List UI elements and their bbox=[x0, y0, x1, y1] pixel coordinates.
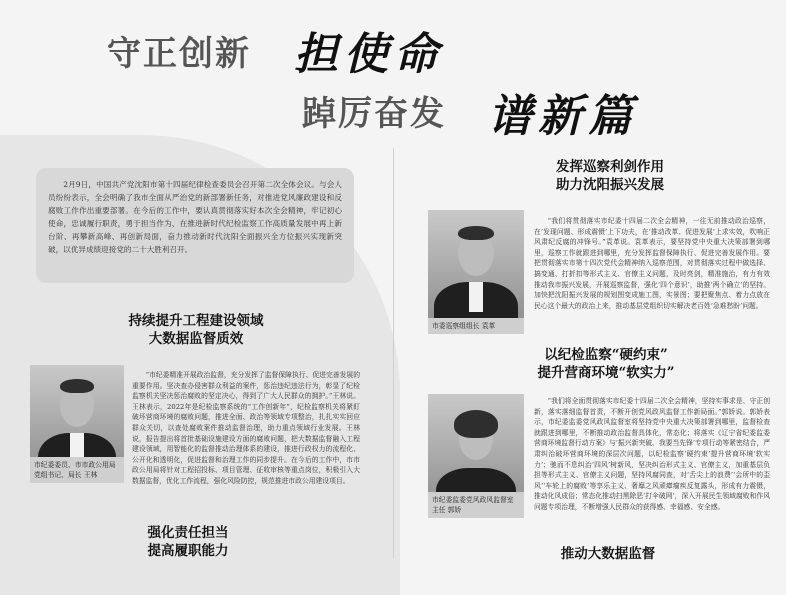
photo-hair bbox=[60, 379, 94, 393]
column-divider bbox=[393, 148, 394, 558]
photo-hair bbox=[458, 226, 494, 240]
heading-left-2-line-1: 强化责任担当 bbox=[147, 525, 229, 541]
photo-caption-right-2: 市纪委监委党风政风监督室主任 郭娇 bbox=[428, 492, 524, 518]
intro-box: 2月9日，中国共产党沈阳市第十四届纪律检查委员会召开第二次全体会议。与会人员纷纷表示，全会明确了我市全面从严治党的新部署新任务，对推进党风廉政建设和反腐败工作作出重要部署。在今后的工作中，要认真贯彻落实好本次全会精神，牢记初心使命，忠诚履行职责，勇于担当作为，在推进新时代纪检监察工作高质量发展中再上新台阶、再攀新高峰、再创新局面，奋力推动新时代沈阳全面振兴全方位振兴实现新突破，以优异成绩迎接党的二十大胜利召开。 bbox=[36, 168, 354, 283]
heading-right-1 bbox=[520, 158, 700, 194]
heading-right-2-line-2: 提升营商环境“软实力” bbox=[537, 365, 675, 381]
heading-left-2-line-2: 提高履职能力 bbox=[147, 543, 229, 559]
heading-left-1-line-2: 大数据监督质效 bbox=[148, 331, 244, 347]
heading-right-2 bbox=[506, 346, 706, 382]
heading-right-2-line-1: 以纪检监察“硬约束” bbox=[544, 347, 668, 363]
heading-right-1-line-1: 发挥巡察利剑作用 bbox=[556, 159, 664, 175]
heading-right-3: 推动大数据监督 bbox=[560, 546, 656, 562]
heading-right-1-line-2: 助力沈阳振兴发展 bbox=[556, 177, 664, 193]
photo-wang-lin bbox=[30, 365, 124, 483]
body-right-1: “我们将贯彻落实市纪委十四届二次全会精神，一往无前推动政治巡察，在‘发现问题、形成震慑’上下功夫，在‘推动改革、促进发展’上求实效，吹响正风肃纪反腐的冲锋号。”袁革说。袁革表示，要坚持党中央重大决策部署到哪里，巡察工作就跟进到哪里，充分发挥监督保障执行、促进完善发展作用。要把贯彻落实市第十四次党代会精神纳入巡察范围，对贯彻落实过程中做选择、搞变通、打折扣等形式主义、官僚主义问题，及时亮剑，精准施治，有力有效推动我市振兴发展，开展巡察监督，强化‘四个意识’，助推‘两个确立’的坚持。加快把沈阳振兴发展的规划图变成施工图，实景图；要把聚焦点、着力点放在民心这个最大的政治上来，推动基层党组织切实解决老百姓‘急难愁盼’问题。 bbox=[534, 217, 770, 310]
body-left: “市纪委精准开展政治监督，充分发挥了监督保障执行、促进完善发展的重要作用。坚决查办侵害群众利益的案件，惩治违纪违法行为，彰显了纪检监察机关坚决惩治腐败的坚定决心，得到了广大人民群众的拥护。”王林说。王林表示，2022年是纪检监察系统的“工作创新年”，纪检监察机关将紧盯破坏营商环境的腐败问题，推进全面、政治等领域专项整治，扎扎实实回应群众关切，以查处腐败案件推动监督治理，助力重点领域行业发展。王林说，报告提出将首批基础设施建设方面的腐败问题，把大数据监督融入工程建设领域，用智能化的监督推动治理体系的建设，推进行政权力的流程化、公开化和透明化，促进监督和治理工作的同步提升。在今后的工作中，市市政公用局将针对工程招投标、项目管理、征收审核等重点岗位，积极引入大数据监督，优化工作流程，强化风险防控，规范推进市政公用建设项目。 bbox=[132, 371, 360, 485]
heading-left-2 bbox=[108, 524, 268, 560]
photo-shirt bbox=[469, 282, 483, 312]
body-right-2: “我们将全面贯彻落实市纪委十四届二次全会精神，坚持实事求是、守正创新，落实落细监督首责，不断开创党风政风监督工作新局面。”郭娇说。郭娇表示，市纪委监委党风政风监督室将坚持党中央重大决策部署到哪里，监督检查就跟进到哪里，不断推动政治监督具体化，常态化；将落实《辽宁省纪委监委营商环境监督行动方案》与‘振兴新突破、我要当先锋’专项行动等紧密结合，严肃纠治破坏营商环境的深层次问题，以纪检监察‘硬约束’提升营商环境‘软实力’；驰而不息纠治‘四风’树新风，坚决纠治形式主义、官僚主义，加重基层负担等形式主义、官僚主义问题，坚持风腐同查，对‘舌尖上的浪费’‘会所中的歪风’‘车轮上的腐败’等享乐主义、奢靡之风顽瘴痼疾反复露头，形成有力震慑，推动化风成俗；常态化推动扫黑除恶‘打伞破网’，深入开展民生领域腐败和作风问题专项治理，不断增强人民群众的获得感、幸福感、安全感。 bbox=[534, 397, 770, 511]
heading-left-1 bbox=[96, 312, 296, 348]
photo-caption-left: 市纪委委员、市市政公用局党组书记、局长 王林 bbox=[30, 457, 124, 483]
photo-hair bbox=[454, 410, 498, 438]
header-title-1: 守正创新 bbox=[107, 34, 251, 74]
photo-yuan-ge bbox=[428, 210, 524, 334]
header-title-4: 谱新篇 bbox=[488, 91, 638, 142]
header-title-3: 踔厉奋发 bbox=[302, 94, 446, 134]
photo-guo-jiao bbox=[428, 394, 524, 518]
heading-left-1-line-1: 持续提升工程建设领域 bbox=[128, 313, 264, 329]
header-title-2: 担使命 bbox=[294, 29, 444, 80]
photo-caption-right-1: 市委巡察组组长 袁革 bbox=[428, 318, 524, 334]
